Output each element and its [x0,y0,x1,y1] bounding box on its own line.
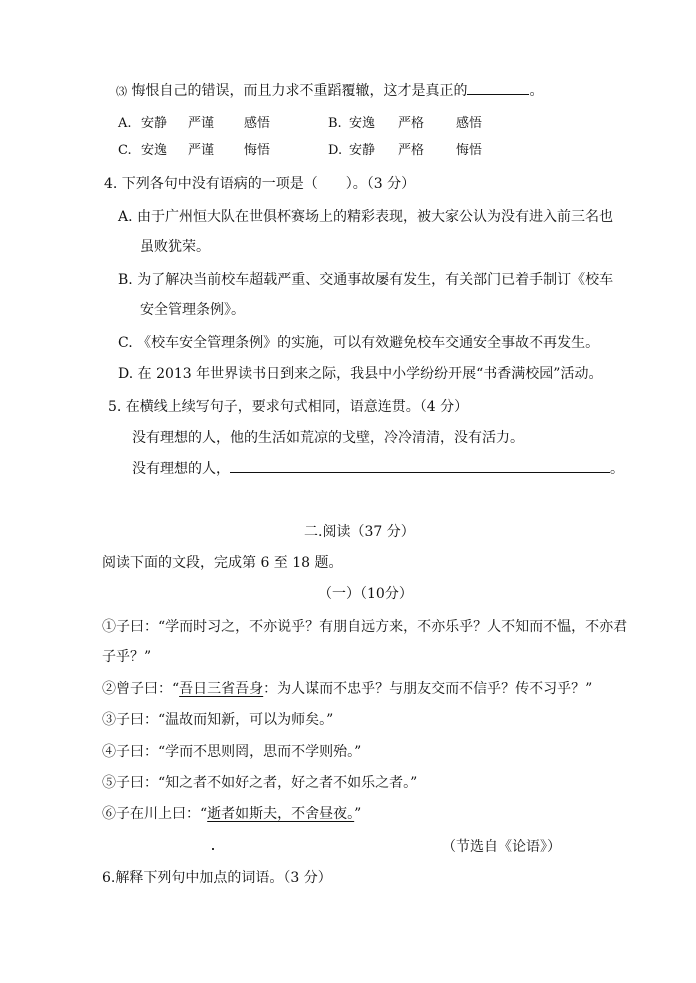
q4-option-a-line1: A. 由于广州恒大队在世俱杯赛场上的精彩表现，被大家公认为没有进入前三名也 [118,209,614,225]
q5-end: 。 [610,461,624,477]
q4-stem: 4. 下列各句中没有语病的一项是（ ）。（3 分） [104,176,416,192]
section2-intro: 阅读下面的文段，完成第 6 至 18 题。 [102,555,343,571]
q5-answer-blank[interactable] [230,458,610,473]
lunyu-para1-line2: 子乎？” [102,649,152,665]
section2-title: 二.阅读（37 分） [304,524,415,540]
lunyu-para3: ③子曰：“温故而知新，可以为师矣。” [102,712,334,728]
q3-option-c-word2: 严谨 [188,143,215,158]
lunyu-para2-underlined: 吾日三省吾身 [179,681,264,697]
q4-option-b-line2: 安全管理条例》。 [140,302,245,318]
lunyu-para6-post: ” [354,806,362,822]
q5-prompt: 没有理想的人， [132,461,230,477]
lunyu-para2-pre: ②曾子曰：“ [102,681,180,697]
q3-end: 。 [529,83,544,99]
q3-option-b-word1: 安逸 [349,116,376,131]
lunyu-para4: ④子曰：“学而不思则罔，思而不学则殆。” [102,744,362,760]
lunyu-para6 [102,804,361,824]
q6-stem: 6.解释下列句中加点的词语。（3 分） [102,870,332,886]
lunyu-para5: ⑤子曰：“知之者不如好之者，好之者不如乐之者。” [102,775,418,791]
q4-option-d: D. 在 2013 年世界读书日到来之际，我县中小学纷纷开展“书香满校园”活动。 [118,366,603,382]
lunyu-para6-pre: ⑥子在川上曰：“ [102,806,208,822]
q3-line [116,80,543,102]
q3-option-a-word1: 安静 [141,116,168,131]
q3-option-c-label: C. [118,143,132,158]
q3-option-b-word2: 严格 [398,116,425,131]
q5-answer-line [132,458,624,479]
q4-option-a-line2: 虽败犹荣。 [140,239,210,255]
q3-option-d-word1: 安静 [349,143,376,158]
q3-option-b-word3: 感悟 [456,116,483,131]
q3-option-a-label: A. [118,116,132,131]
q3-number: ⑶ [116,85,127,98]
q3-option-b-label: B. [328,116,342,131]
q3-option-c-word3: 悔悟 [244,143,271,158]
lunyu-para2 [102,679,592,699]
q3-option-c-word1: 安逸 [141,143,168,158]
q3-option-d-word2: 严格 [398,143,425,158]
lunyu-para2-post: ：为人谋而不忠乎？与朋友交而不信乎？传不习乎？” [263,681,593,697]
q4-option-b-line1: B. 为了解决当前校车超载严重、交通事故屡有发生，有关部门已着手制订《校车 [118,272,614,288]
lunyu-source: （节选自《论语》） [442,839,561,855]
q3-answer-blank[interactable] [467,80,529,95]
q3-option-a-word3: 感悟 [244,116,271,131]
q4-option-c: C. 《校车安全管理条例》的实施，可以有效避免校车交通安全事故不再发生。 [118,335,600,351]
lunyu-para1-line1: ①子曰：“学而时习之，不亦说乎？有朋自远方来，不亦乐乎？人不知而不愠，不亦君 [102,619,628,635]
section2-subtitle: （一）（10分） [318,586,413,602]
stray-dot-mark [212,848,214,850]
q5-example: 没有理想的人，他的生活如荒凉的戈壁，冷冷清清，没有活力。 [132,430,524,446]
q3-option-d-label: D. [328,143,343,158]
q3-option-a-word2: 严谨 [188,116,215,131]
q3-text: 悔恨自己的错误，而且力求不重蹈覆辙，这才是真正的 [131,83,468,99]
lunyu-para6-underlined: 逝者如斯夫，不舍昼夜。 [207,806,355,822]
q5-stem: 5. 在横线上续写句子，要求句式相同，语意连贯。（4 分） [108,399,469,415]
q3-option-d-word3: 悔悟 [456,143,483,158]
